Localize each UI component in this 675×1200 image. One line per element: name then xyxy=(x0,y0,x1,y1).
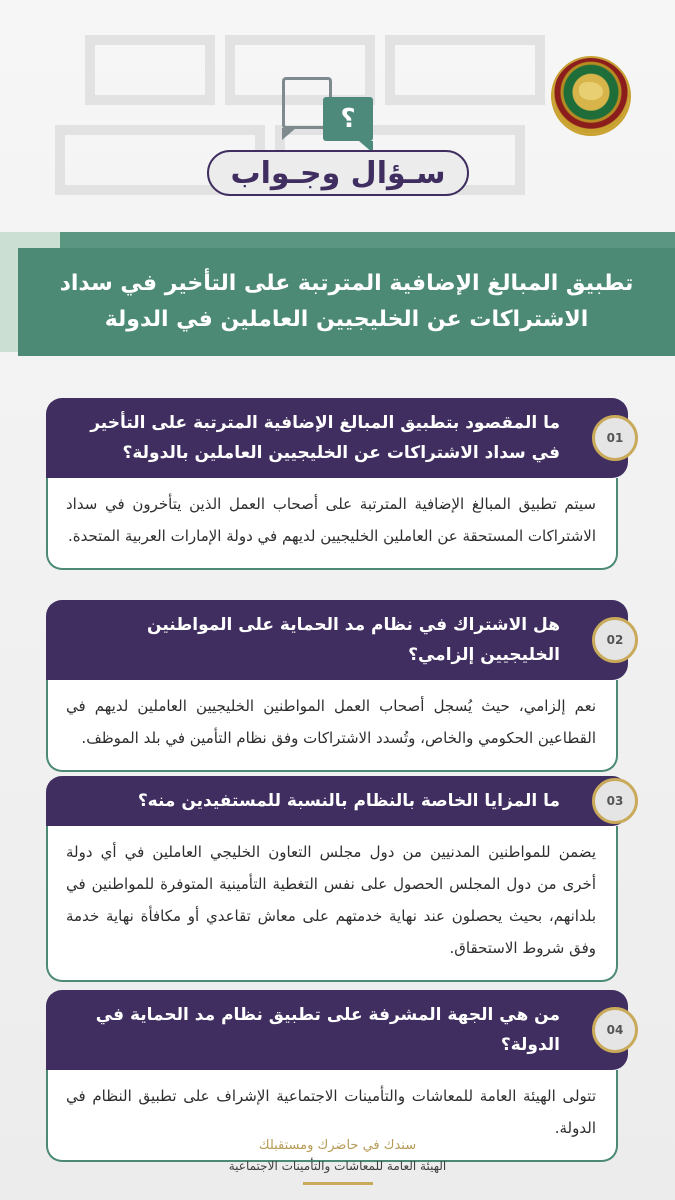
qa-title: سـؤال وجـواب xyxy=(207,150,469,196)
faq-card-1 xyxy=(46,398,628,570)
faq-answer: نعم إلزامي، حيث يُسجل أصحاب العمل المواطنين الخليجيين العاملين لديهم في القطاعين الحكومي والخاص، وتُسدد الاشتراكات وفق نظام التأمين في بلد الموظف. xyxy=(46,680,618,772)
question-bubble-icon xyxy=(323,97,373,141)
faq-answer: يضمن للمواطنين المدنيين من دول مجلس التعاون الخليجي العاملين في أي دولة أخرى من دول المجلس الحصول على نفس التغطية التأمينية المتوفرة للمواطنين في بلدانهم، بحيث يحصلون عند نهاية خدمتهم على معاش تقاعدي أو مكافأة نهاية خدمة وفق شروط الاستحقاق. xyxy=(46,826,618,982)
faq-question-text: ما المقصود بتطبيق المبالغ الإضافية المترتبة على التأخير في سداد الاشتراكات عن الخليجيين العاملين بالدولة؟ xyxy=(90,413,560,463)
qa-header xyxy=(0,55,675,205)
faq-question xyxy=(46,776,628,826)
faq-question xyxy=(46,990,628,1070)
faq-number-badge: 02 xyxy=(592,617,638,663)
faq-number-badge: 04 xyxy=(592,1007,638,1053)
footer xyxy=(0,1136,675,1200)
footer-slogan: سندك في حاضرك ومستقبلك xyxy=(258,1138,417,1153)
footer-divider xyxy=(303,1182,373,1185)
banner-title-line-2: الاشتراكات عن الخليجيين العاملين في الدولة xyxy=(104,307,589,332)
banner-title-line-1: تطبيق المبالغ الإضافية المترتبة على التأخير في سداد xyxy=(59,271,634,296)
faq-answer: سيتم تطبيق المبالغ الإضافية المترتبة على أصحاب العمل الذين يتأخرون في سداد الاشتراكات المستحقة عن العاملين الخليجيين لديهم في دولة الإمارات العربية المتحدة. xyxy=(46,478,618,570)
faq-question xyxy=(46,398,628,478)
faq-number-badge: 03 xyxy=(592,778,638,824)
faq-question-text: من هي الجهة المشرفة على تطبيق نظام مد الحماية في الدولة؟ xyxy=(95,1005,560,1055)
faq-card-3 xyxy=(46,776,628,982)
faq-question-text: هل الاشتراك في نظام مد الحماية على المواطنين الخليجيين إلزامي؟ xyxy=(147,615,560,665)
title-banner xyxy=(18,248,675,356)
faq-number-badge: 01 xyxy=(592,415,638,461)
footer-organization: الهيئة العامة للمعاشات والتأمينات الاجتماعية xyxy=(228,1159,447,1173)
question-mark: ؟ xyxy=(340,104,356,134)
faq-card-2 xyxy=(46,600,628,772)
faq-question xyxy=(46,600,628,680)
faq-answer: تتولى الهيئة العامة للمعاشات والتأمينات الاجتماعية الإشراف على تطبيق النظام في الدولة. xyxy=(46,1070,618,1162)
faq-question-text: ما المزايا الخاصة بالنظام بالنسبة للمستفيدين منه؟ xyxy=(137,791,560,811)
